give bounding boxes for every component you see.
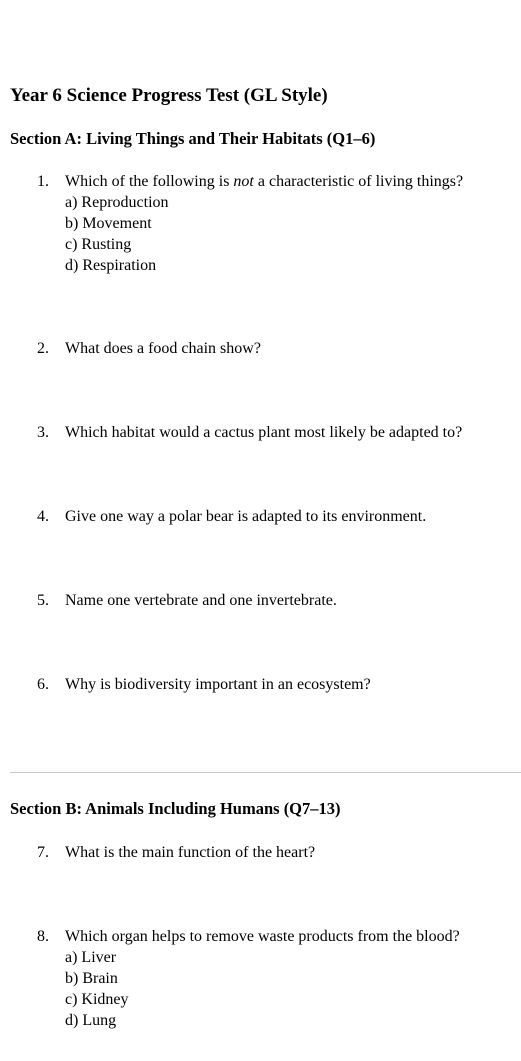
question-2 [37,338,261,359]
question-text [65,173,463,190]
question-3 [37,422,462,443]
question-number: 5. [37,592,49,609]
question-text: Which habitat would a cactus plant most likely be adapted to? [65,424,463,441]
question-1 [37,171,463,276]
section-divider [10,772,521,773]
question-6 [37,674,371,695]
question-number: 3. [37,424,49,441]
question-number: 6. [37,676,49,693]
option-a: a) Liver [65,949,117,966]
question-text: Give one way a polar bear is adapted to its environment. [65,508,427,525]
question-text-part: Which of the following is [65,173,234,190]
question-number: 4. [37,508,49,525]
question-text: What is the main function of the heart? [65,844,316,861]
question-4 [37,506,426,527]
page-title: Year 6 Science Progress Test (GL Style) [10,85,328,106]
option-b: b) Movement [65,215,152,232]
answer-options [65,192,463,276]
question-number: 2. [37,340,49,357]
option-c: c) Kidney [65,991,129,1008]
question-text: Name one vertebrate and one invertebrate. [65,592,337,609]
question-text: Which organ helps to remove waste products from the blood? [65,928,460,945]
section-a-heading: Section A: Living Things and Their Habitats (Q1–6) [10,129,376,148]
question-8 [37,926,460,1031]
question-text-emphasis: not [233,173,254,190]
section-b-heading: Section B: Animals Including Humans (Q7–13) [10,799,341,818]
option-d: d) Respiration [65,257,157,274]
question-number: 7. [37,844,49,861]
question-number: 1. [37,173,49,190]
option-a: a) Reproduction [65,194,169,211]
question-text-part: a characteristic of living things? [253,173,464,190]
option-b: b) Brain [65,970,118,987]
option-c: c) Rusting [65,236,132,253]
question-5 [37,590,337,611]
question-text: What does a food chain show? [65,340,261,357]
option-d: d) Lung [65,1012,117,1029]
answer-options [65,947,460,1031]
question-7 [37,842,315,863]
question-text: Why is biodiversity important in an ecosystem? [65,676,371,693]
question-number: 8. [37,928,49,945]
